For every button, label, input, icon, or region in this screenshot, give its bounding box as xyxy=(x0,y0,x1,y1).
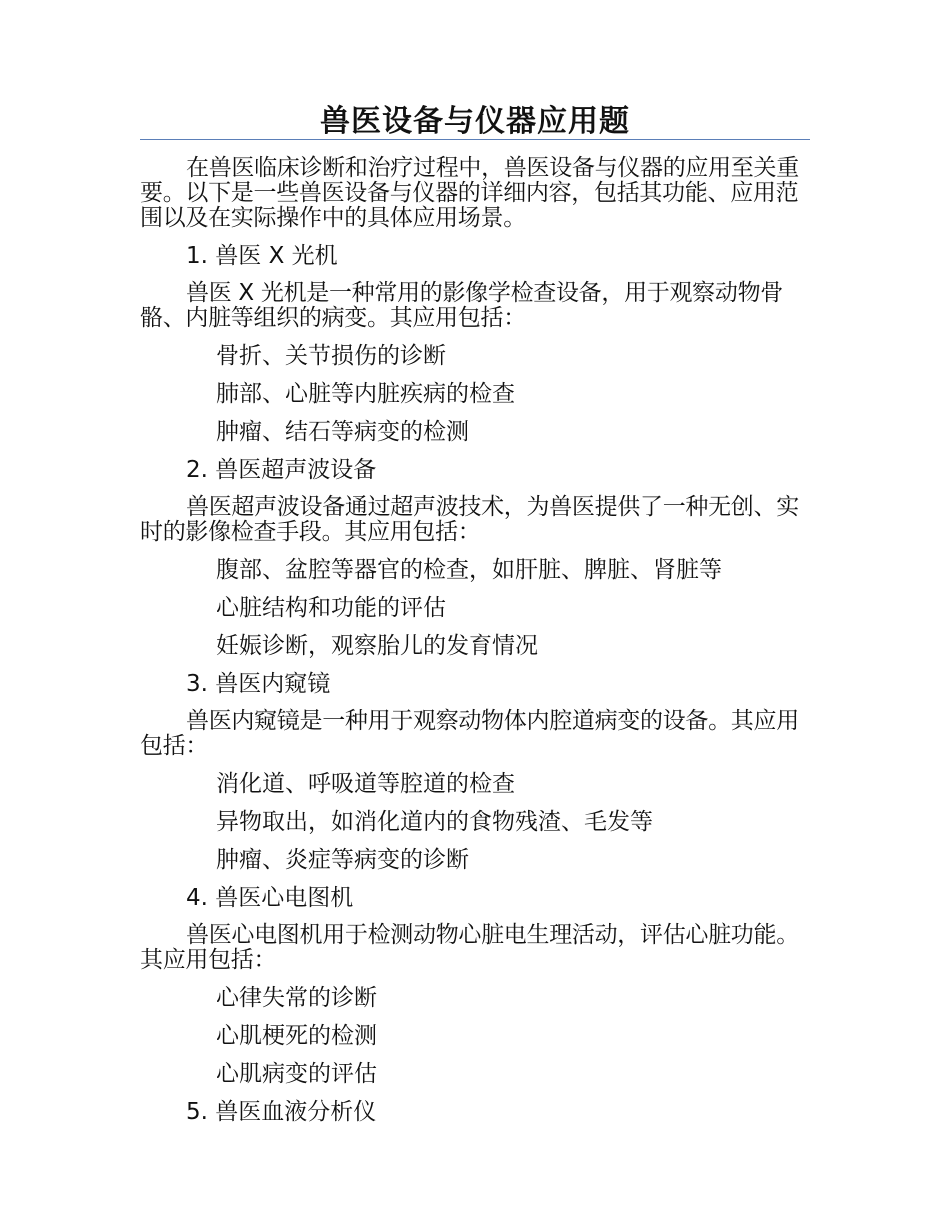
document-body xyxy=(140,156,810,1137)
section-description-ecg: 兽医心电图机用于检测动物心脏电生理活动，评估心脏功能。其应用包括： xyxy=(140,922,799,973)
section-heading-blood-analyzer: 5. 兽医血液分析仪 xyxy=(186,1099,377,1125)
list-item: 心脏结构和功能的评估 xyxy=(216,595,446,621)
list-item: 心肌病变的评估 xyxy=(216,1061,377,1087)
list-item: 肿瘤、结石等病变的检测 xyxy=(216,419,469,445)
document-title: 兽医设备与仪器应用题 xyxy=(320,104,630,139)
section-heading-ultrasound: 2. 兽医超声波设备 xyxy=(186,457,377,483)
list-item: 异物取出，如消化道内的食物残渣、毛发等 xyxy=(216,809,653,835)
list-item: 消化道、呼吸道等腔道的检查 xyxy=(216,771,515,797)
section-heading-xray: 1. 兽医 X 光机 xyxy=(186,243,338,269)
title-underline xyxy=(140,139,810,140)
list-item: 妊娠诊断，观察胎儿的发育情况 xyxy=(216,633,538,659)
section-heading-endoscope: 3. 兽医内窥镜 xyxy=(186,671,331,697)
list-item: 心律失常的诊断 xyxy=(216,985,377,1011)
list-item: 肺部、心脏等内脏疾病的检查 xyxy=(216,381,515,407)
list-item: 腹部、盆腔等器官的检查，如肝脏、脾脏、肾脏等 xyxy=(216,557,722,583)
section-description-ultrasound: 兽医超声波设备通过超声波技术，为兽医提供了一种无创、实时的影像检查手段。其应用包括： xyxy=(140,494,799,545)
list-item: 肿瘤、炎症等病变的诊断 xyxy=(216,847,469,873)
section-description-endoscope: 兽医内窥镜是一种用于观察动物体内腔道病变的设备。其应用包括： xyxy=(140,708,799,759)
section-heading-ecg: 4. 兽医心电图机 xyxy=(186,885,354,911)
list-item: 心肌梗死的检测 xyxy=(216,1023,377,1049)
section-description-xray: 兽医 X 光机是一种常用的影像学检查设备，用于观察动物骨骼、内脏等组织的病变。其应用包括： xyxy=(140,280,783,331)
list-item: 骨折、关节损伤的诊断 xyxy=(216,343,446,369)
intro-paragraph: 在兽医临床诊断和治疗过程中，兽医设备与仪器的应用至关重要。以下是一些兽医设备与仪器的详细内容，包括其功能、应用范围以及在实际操作中的具体应用场景。 xyxy=(140,155,799,231)
